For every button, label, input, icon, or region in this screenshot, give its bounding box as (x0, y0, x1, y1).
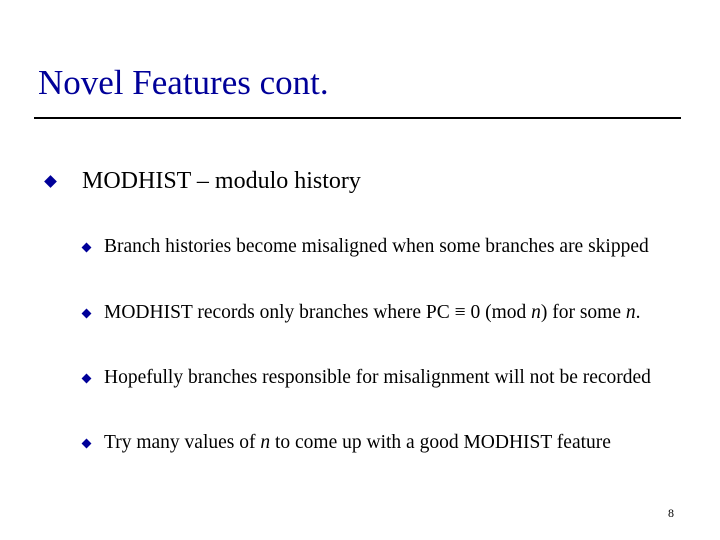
main-bullet-text: MODHIST – modulo history (82, 167, 361, 194)
main-bullet (43, 166, 361, 196)
page-number: 8 (668, 506, 674, 520)
sub-bullet-text-before: Try many values of (104, 432, 261, 453)
sub-bullet-hopefully-branches (80, 365, 651, 391)
slide-title: Novel Features cont. (38, 63, 329, 102)
sub-bullet-text-after: . (635, 302, 641, 323)
variable-n: n (531, 302, 541, 323)
title-divider (34, 117, 681, 119)
diamond-bullet-icon (82, 242, 92, 252)
sub-bullet-text-after: to come up with a good MODHIST feature (270, 432, 611, 453)
variable-n: n (260, 432, 271, 453)
sub-bullet-misaligned-histories (80, 234, 649, 260)
sub-bullet-text (104, 302, 641, 324)
sub-bullet-text-before: MODHIST records only branches where PC ≡ 0 (mod (104, 302, 532, 323)
sub-bullet-text: Hopefully branches responsible for misalignment will not be recorded (104, 367, 651, 388)
sub-bullet-text: Branch histories become misaligned when some branches are skipped (104, 236, 649, 257)
sub-bullet-text-middle: ) for some (540, 302, 626, 323)
diamond-bullet-icon (82, 438, 92, 448)
sub-bullet-text (104, 432, 611, 454)
diamond-bullet-icon (82, 373, 92, 383)
variable-n: n (625, 302, 636, 323)
diamond-bullet-icon (44, 175, 57, 188)
sub-bullet-modhist-records (80, 300, 641, 326)
diamond-bullet-icon (82, 308, 92, 318)
sub-bullet-try-values (80, 430, 611, 456)
